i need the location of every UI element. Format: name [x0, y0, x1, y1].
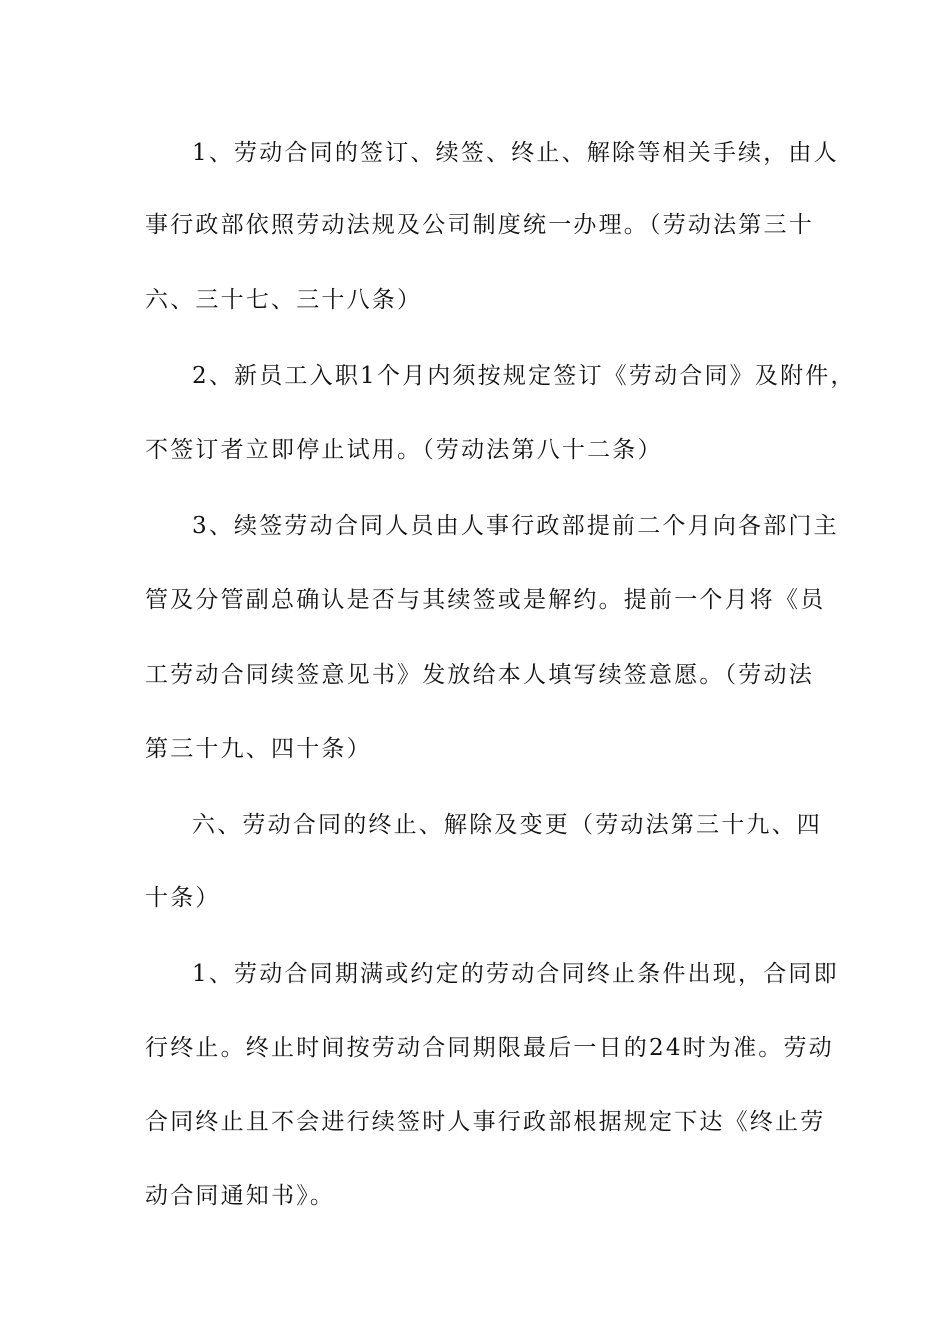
paragraph-4-line-1: 1、劳动合同期满或约定的劳动合同终止条件出现，合同即: [192, 961, 839, 987]
paragraph-1-line-3: 六、三十七、三十八条）: [145, 287, 423, 313]
paragraph-3-line-4: 第三十九、四十条）: [145, 736, 372, 762]
paragraph-2-line-1: 2、新员工入职1个月内须按规定签订《劳动合同》及附件，: [192, 363, 856, 389]
paragraph-3-line-3: 工劳动合同续签意见书》发放给本人填写续签意愿。（劳动法: [145, 662, 814, 688]
paragraph-4-line-4: 动合同通知书》。: [145, 1183, 336, 1209]
section-heading-line-2: 十条）: [145, 885, 221, 911]
paragraph-3-line-2: 管及分管副总确认是否与其续签或是解约。提前一个月将《员: [145, 587, 826, 613]
paragraph-4-line-3: 合同终止且不会进行续签时人事行政部根据规定下达《终止劳: [145, 1109, 826, 1135]
paragraph-2-line-2: 不签订者立即停止试用。（劳动法第八十二条）: [145, 437, 663, 463]
paragraph-4-line-2: 行终止。终止时间按劳动合同期限最后一日的24时为准。劳动: [145, 1035, 834, 1061]
paragraph-1-line-2: 事行政部依照劳动法规及公司制度统一办理。（劳动法第三十: [145, 212, 814, 238]
paragraph-1-line-1: 1、劳动合同的签订、续签、终止、解除等相关手续，由人: [192, 140, 839, 166]
paragraph-3-line-1: 3、续签劳动合同人员由人事行政部提前二个月向各部门主: [192, 513, 839, 539]
section-heading-line-1: 六、劳动合同的终止、解除及变更（劳动法第三十九、四: [192, 812, 822, 838]
